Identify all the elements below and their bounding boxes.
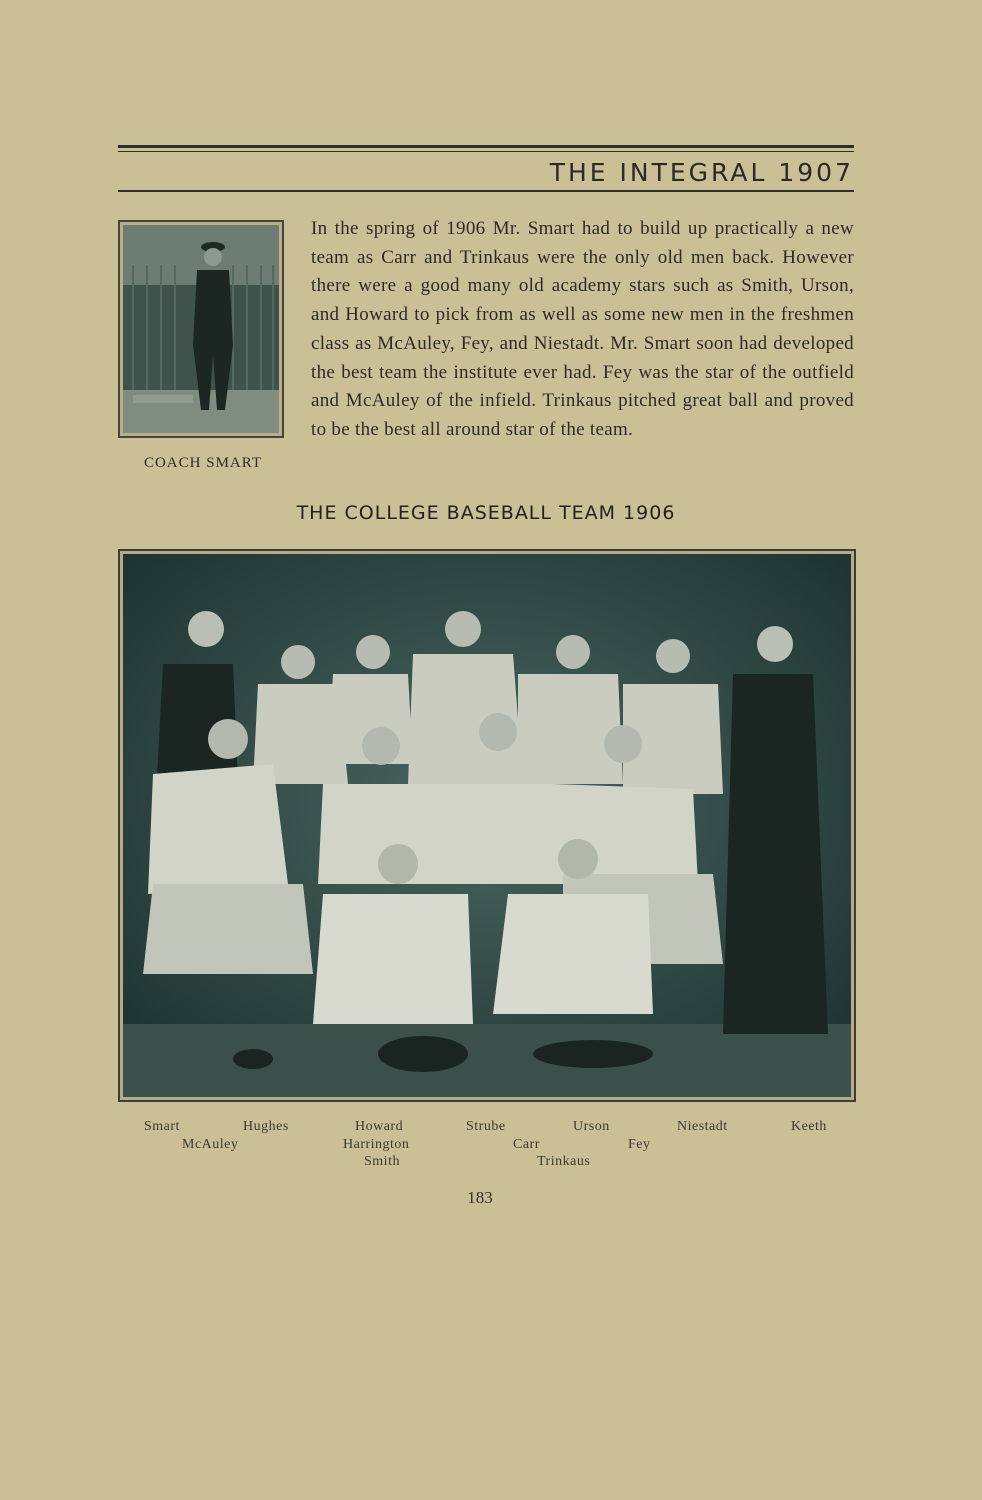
name-row3-2: Trinkaus [537,1154,591,1169]
name-row1-1: Smart [144,1119,180,1134]
team-photo [123,554,851,1097]
name-row1-4: Strube [466,1119,506,1134]
team-photo-title: THE COLLEGE BASEBALL TEAM 1906 [296,502,676,524]
header-rule-top [118,145,854,148]
header-rule-second [118,151,854,152]
name-row3-1: Smith [364,1154,400,1169]
name-row1-3: Howard [355,1119,404,1134]
header-rule-bottom [118,190,854,192]
team-photo-image [123,554,851,1097]
name-row2-3: Carr [513,1137,540,1152]
name-row1-7: Keeth [791,1119,827,1134]
coach-portrait-image [123,225,279,433]
name-row1-5: Urson [573,1119,610,1134]
name-row1-2: Hughes [243,1119,289,1134]
coach-portrait-frame [118,220,284,438]
name-row2-1: McAuley [182,1137,239,1152]
article-paragraph: In the spring of 1906 Mr. Smart had to build up practically a new team as Carr and Trinkaus were the only old men back. However there were a good many old academy stars such as Smith, Urson, and Howard to pick from as well as some new men in the freshmen class as McAuley, Fey, and Niestadt. Mr. Smart soon had developed the best team the institute ever had. Fey was the star of the outfield and McAuley of the infield. Trinkaus pitched great ball and proved to be the best all around star of the team. [311,218,854,440]
coach-caption: COACH SMART [143,455,263,471]
page-number: 183 [467,1188,493,1207]
name-row2-4: Fey [628,1137,651,1152]
name-row1-6: Niestadt [677,1119,728,1134]
coach-portrait-photo [123,225,279,433]
page-header-title: THE INTEGRAL 1907 [549,158,854,187]
name-row2-2: Harrington [343,1137,410,1152]
team-photo-frame [118,549,856,1102]
